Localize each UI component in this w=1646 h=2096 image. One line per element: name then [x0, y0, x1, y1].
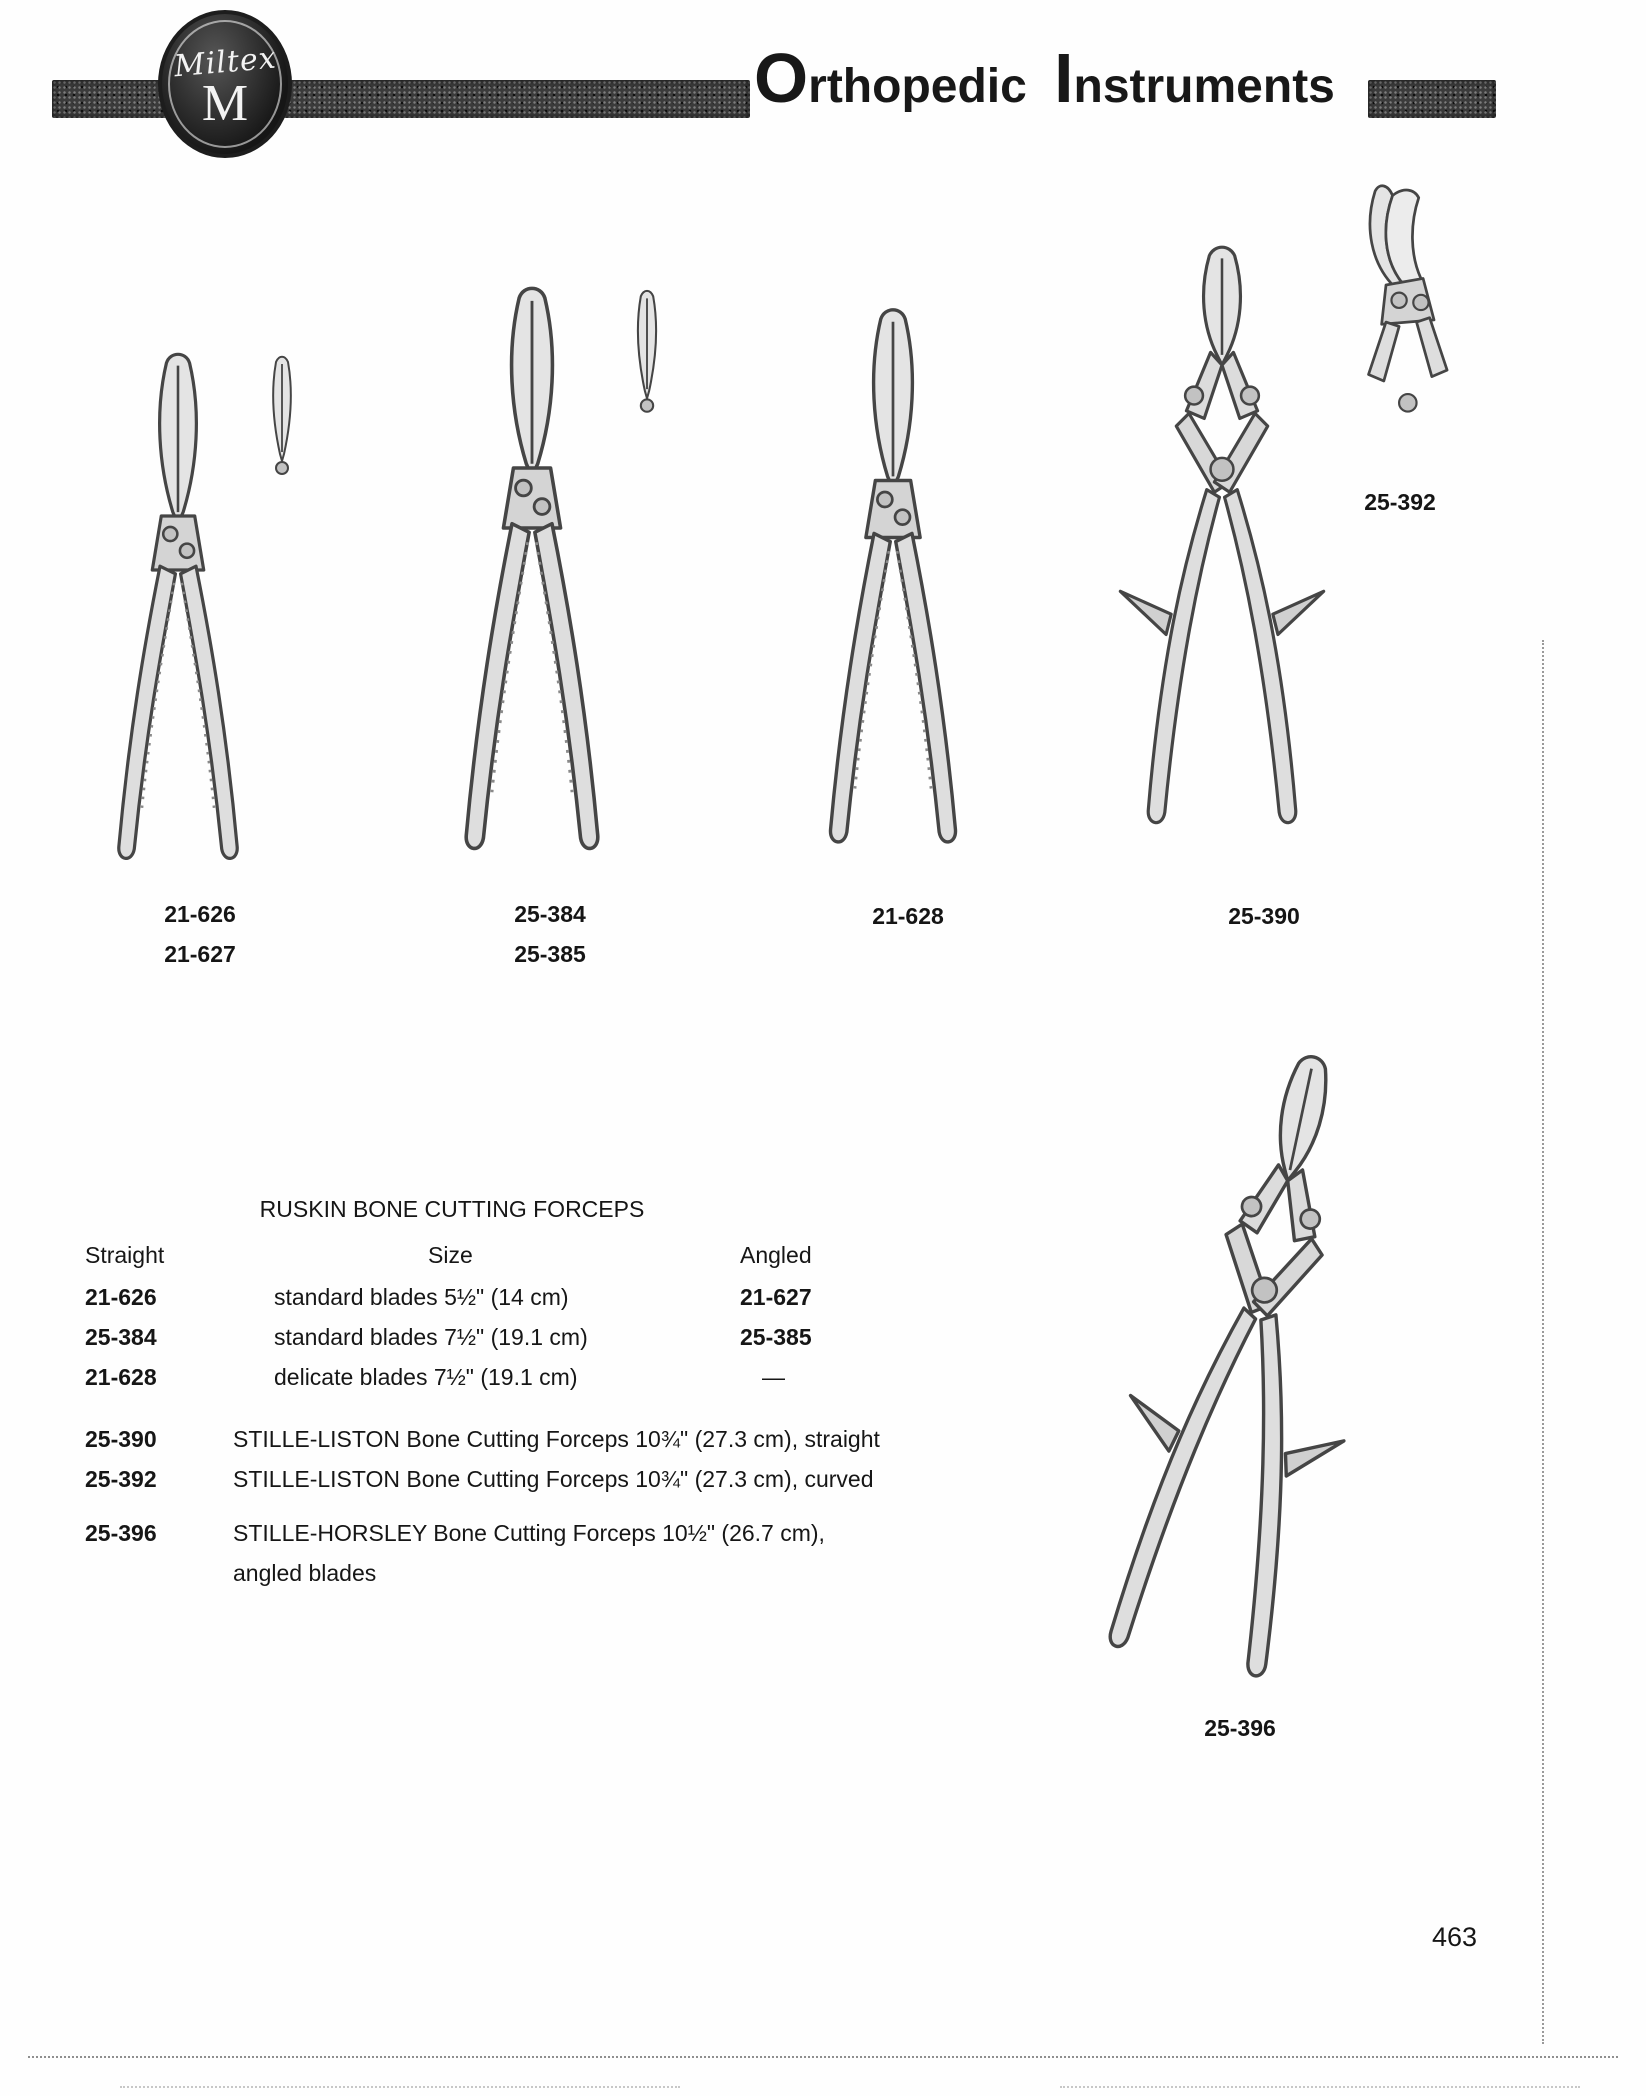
table-cell-straight-code: 21-626 [85, 1284, 157, 1310]
table-cell-size: standard blades 5½" (14 cm) [274, 1284, 569, 1310]
table-cell-straight-code: 21-628 [85, 1364, 157, 1390]
scan-artifact-horizontal-dots [28, 2056, 1618, 2058]
page-title-word-2: Instruments [1054, 39, 1335, 117]
figure-label-25-390: 25-390 [1228, 903, 1300, 929]
listing-description-25-392: STILLE-LISTON Bone Cutting Forceps 10¾" (27.3 cm), curved [233, 1466, 874, 1492]
figure-label-line: 21-626 [164, 901, 236, 927]
table-cell-size: standard blades 7½" (19.1 cm) [274, 1324, 588, 1350]
forceps-illustration-21-628 [798, 300, 988, 870]
listing-description-25-390: STILLE-LISTON Bone Cutting Forceps 10¾" (27.3 cm), straight [233, 1426, 880, 1452]
column-header-size: Size [428, 1242, 473, 1268]
forceps-illustration-25-396 [1033, 1016, 1463, 1719]
scan-artifact-dashes [1060, 2086, 1580, 2088]
listing-code-25-396: 25-396 [85, 1520, 157, 1546]
column-header-angled: Angled [740, 1242, 812, 1268]
page-title-word-1: Orthopedic [754, 39, 1027, 117]
forceps-illustration-25-384 [432, 278, 632, 878]
miltex-logo-initial: M [201, 75, 249, 133]
forceps-tip-inset-25-385 [616, 286, 678, 420]
table-title: RUSKIN BONE CUTTING FORCEPS [259, 1196, 645, 1222]
figure-label-line: 25-384 [514, 901, 586, 927]
page-title [754, 38, 1335, 118]
listing-description-25-396-line-2: angled blades [233, 1560, 377, 1586]
figure-label-21-626 [118, 894, 282, 974]
miltex-logo [158, 10, 292, 158]
table-cell-size: delicate blades 7½" (19.1 cm) [274, 1364, 578, 1390]
table-cell-angled-code: 25-385 [740, 1324, 812, 1350]
figure-label-line: 25-385 [514, 941, 586, 967]
figure-label-25-384 [468, 894, 632, 974]
forceps-illustration-21-626 [88, 345, 268, 885]
scan-artifact-dashes [120, 2086, 680, 2088]
figure-label-25-392: 25-392 [1364, 489, 1436, 515]
forceps-head-inset-25-392 [1338, 178, 1458, 440]
miltex-logo-script: Miltex [172, 40, 278, 85]
forceps-tip-inset-21-627 [252, 352, 312, 482]
page-number: 463 [1432, 1922, 1478, 1952]
forceps-illustration-25-390 [1082, 238, 1362, 848]
scan-artifact-vertical-dots [1542, 640, 1544, 2044]
table-cell-angled-dash: — [762, 1364, 785, 1390]
header-rule-left [52, 80, 750, 118]
listing-code-25-390: 25-390 [85, 1426, 157, 1452]
table-cell-straight-code: 25-384 [85, 1324, 157, 1350]
figure-label-21-628: 21-628 [872, 903, 944, 929]
table-cell-angled-code: 21-627 [740, 1284, 812, 1310]
listing-code-25-392: 25-392 [85, 1466, 157, 1492]
figure-label-line: 21-627 [164, 941, 236, 967]
figure-label-25-396: 25-396 [1204, 1715, 1276, 1741]
listing-description-25-396-line-1: STILLE-HORSLEY Bone Cutting Forceps 10½" (26.7 cm), [233, 1520, 825, 1546]
header-rule-right [1368, 80, 1496, 118]
column-header-straight: Straight [85, 1242, 165, 1268]
